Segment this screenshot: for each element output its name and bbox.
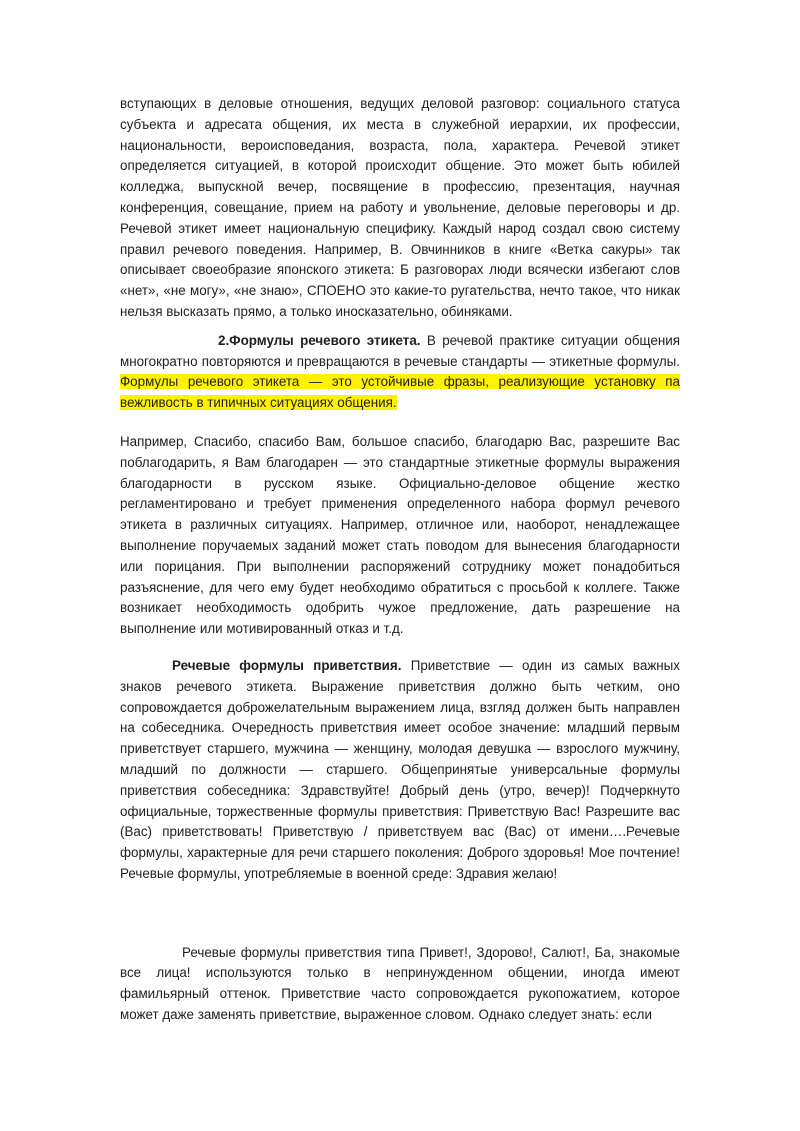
highlighted-definition: Формулы речевого этикета — это устойчивые фразы, реализующие установку па вежливость в типичных ситуациях общения. xyxy=(120,374,680,411)
paragraph-informal-greetings: Речевые формулы приветствия типа Привет!, Здорово!, Салют!, Ба, знакомые все лица! используются только в непринужденном общении, иногда имеют фамильярный оттенок. Приветствие часто сопровождается рукопожатием, которое может даже заменять приветствие, выраженное словом. Однако следует знать: если xyxy=(120,944,680,1023)
paragraph-greeting-formulas xyxy=(120,656,680,885)
paragraph-greeting-formulas-text: Приветствие — один из самых важных знаков речевого этикета. Выражение приветствия должно быть четким, оно сопровождается доброжелательным выражением лица, взгляд должен быть направлен на собеседника. Очередность приветствия имеет особое значение: младший первым приветствует старшего, мужчина — женщину, молодая девушка — взрослого мужчину, младший по должности — старшего. Общепринятые универсальные формулы приветствия собеседника: Здравствуйте! Добрый день (утро, вечер)! Подчеркнуто официальные, торжественные формулы приветствия: Приветствую Вас! Разрешите вас (Вас) приветствовать! Приветствую / приветствуем вас (Вас) от имени….Речевые формулы, характерные для речи старшего поколения: Доброго здоровья! Мое почтение! Речевые формулы, употребляемые в военной среде: Здравия желаю! xyxy=(120,657,680,881)
paragraph-etiquette-formulas-text: В речевой практике ситуации общения многократно повторяются и превращаются в речевые стандарты — этикетные формулы. xyxy=(120,332,680,369)
document-page xyxy=(120,94,680,1026)
paragraph-etiquette-formulas xyxy=(120,331,680,414)
paragraph-gratitude-examples: Например, Спасибо, спасибо Вам, большое спасибо, благодарю Вас, разрешите Вас поблагодарить, я Вам благодарен — это стандартные этикетные формулы выражения благодарности в русском языке. Официально-деловое общение жестко регламентировано и требует применения определенного набора формул речевого этикета в различных ситуациях. Например, отличное или, наоборот, ненадлежащее выполнение поручаемых заданий может стать поводом для вынесения благодарности или порицания. При выполнении распоряжений сотруднику может понадобиться разъяснение, для чего ему будет необходимо обратиться с просьбой к коллеге. Также возникает необходимость одобрить чужое предложение, дать разрешение на выполнение или мотивированный отказ и т.д. xyxy=(120,433,680,637)
paragraph-speech-etiquette-context: вступающих в деловые отношения, ведущих деловой разговор: социального статуса субъекта и адресата общения, их места в служебной иерархии, их профессии, национальности, вероисповедания, возраста, пола, характера. Речевой этикет определяется ситуацией, в которой происходит общение. Это может быть юбилей колледжа, выпускной вечер, посвящение в профессию, презентация, научная конференция, совещание, прием на работу и увольнение, деловые переговоры и др. Речевой этикет имеет национальную специфику. Каждый народ создал свою систему правил речевого поведения. Например, В. Овчинников в книге «Ветка сакуры» так описывает своеобразие японского этикета: Б разговорах люди всячески избегают слов «нет», «не могу», «не знаю», СПОЕНО это какие-то ругательства, нечто такое, что никак нельзя высказать прямо, а только иносказательно, обиняками. xyxy=(120,96,680,319)
section-heading-etiquette-formulas: 2.Формулы речевого этикета. xyxy=(218,332,421,348)
section-heading-greeting-formulas: Речевые формулы приветствия. xyxy=(172,657,402,673)
